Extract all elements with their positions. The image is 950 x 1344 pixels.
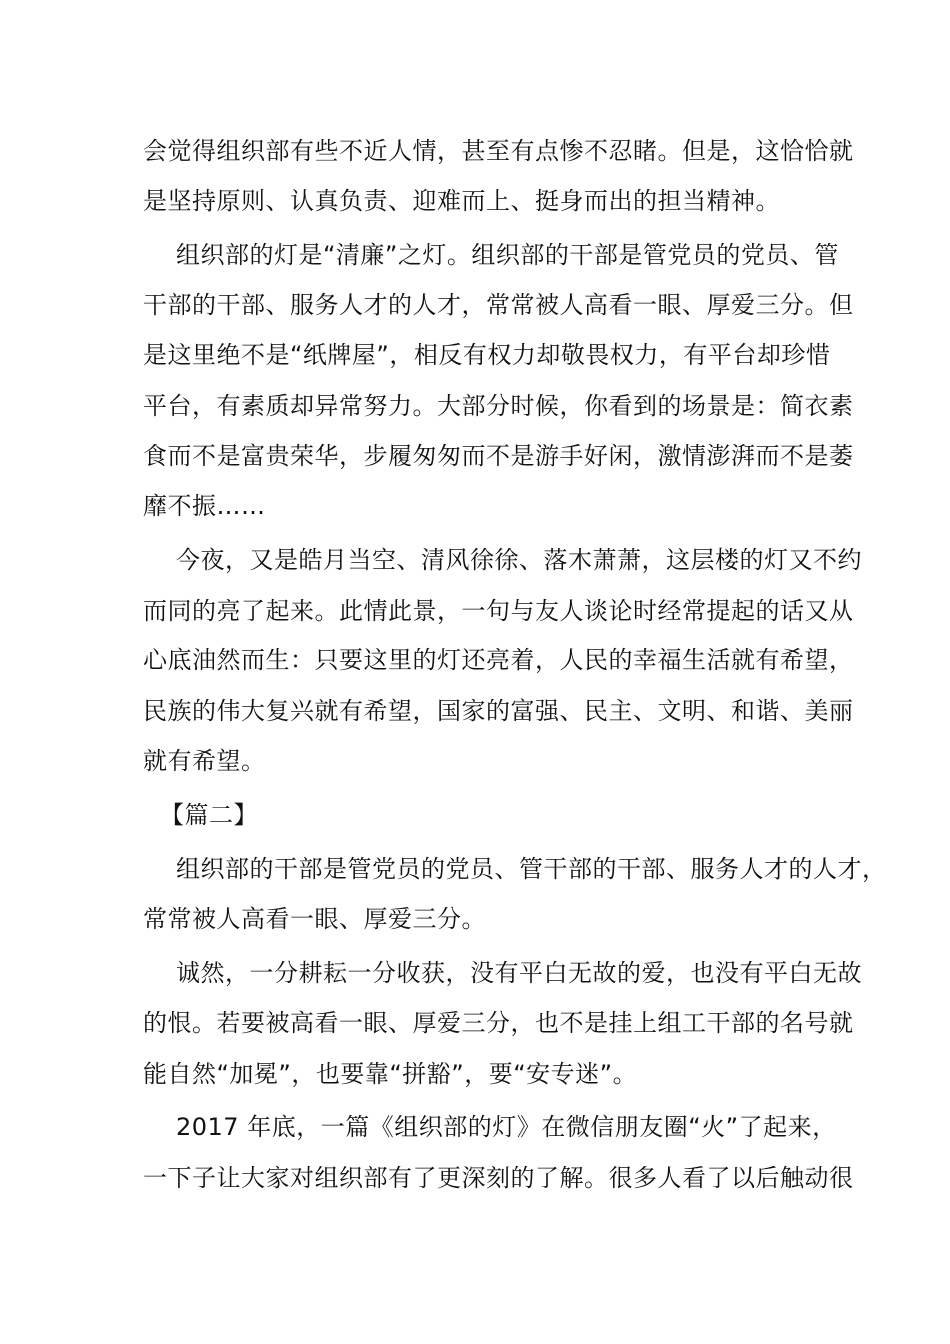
- text-line-9: 今夜，又是皓月当空、清风徐徐、落木萧萧，这层楼的灯又不约: [176, 546, 862, 574]
- text-line-17: 诚然，一分耕耘一分收获，没有平白无故的爱，也没有平白无故: [176, 959, 862, 987]
- text-line-11: 心底油然而生：只要这里的灯还亮着，人民的幸福生活就有希望，: [143, 646, 854, 674]
- text-line-1: 会觉得组织部有些不近人情，甚至有点惨不忍睹。但是，这恰恰就: [143, 137, 854, 165]
- text-line-13: 就有希望。: [143, 747, 266, 775]
- text-line-16: 常常被人高看一眼、厚爱三分。: [143, 905, 486, 933]
- text-line-6: 平台，有素质却异常努力。大部分时候，你看到的场景是：简衣素: [143, 392, 854, 420]
- text-line-8: 靡不振……: [143, 492, 266, 520]
- text-line-10: 而同的亮了起来。此情此景，一句与友人谈论时经常提起的话又从: [143, 597, 854, 625]
- text-line-3: 组织部的灯是“清廉”之灯。组织部的干部是管党员的党员、管: [176, 241, 839, 269]
- text-line-7: 食而不是富贵荣华，步履匆匆而不是游手好闲，激情澎湃而不是萎: [143, 442, 854, 470]
- section-heading: 【篇二】: [160, 801, 258, 829]
- text-line-4: 干部的干部、服务人才的人才，常常被人高看一眼、厚爱三分。但: [143, 291, 854, 319]
- text-line-5: 是这里绝不是“纸牌屋”，相反有权力却敬畏权力，有平台却珍惜: [143, 341, 831, 369]
- text-line-2: 是坚持原则、认真负责、迎难而上、挺身而出的担当精神。: [143, 187, 780, 215]
- text-line-18: 的恨。若要被高看一眼、厚爱三分，也不是挂上组工干部的名号就: [143, 1009, 854, 1037]
- text-line-19: 能自然“加冕”，也要靠“拼豁”，要“安专迷”。: [143, 1060, 638, 1088]
- text-line-15: 组织部的干部是管党员的党员、管干部的干部、服务人才的人才，: [176, 855, 887, 883]
- text-line-20: 2017 年底，一篇《组织部的灯》在微信朋友圈“火”了起来，: [176, 1113, 837, 1141]
- text-line-12: 民族的伟大复兴就有希望，国家的富强、民主、文明、和谐、美丽: [143, 697, 854, 725]
- text-line-21: 一下子让大家对组织部有了更深刻的了解。很多人看了以后触动很: [143, 1164, 854, 1192]
